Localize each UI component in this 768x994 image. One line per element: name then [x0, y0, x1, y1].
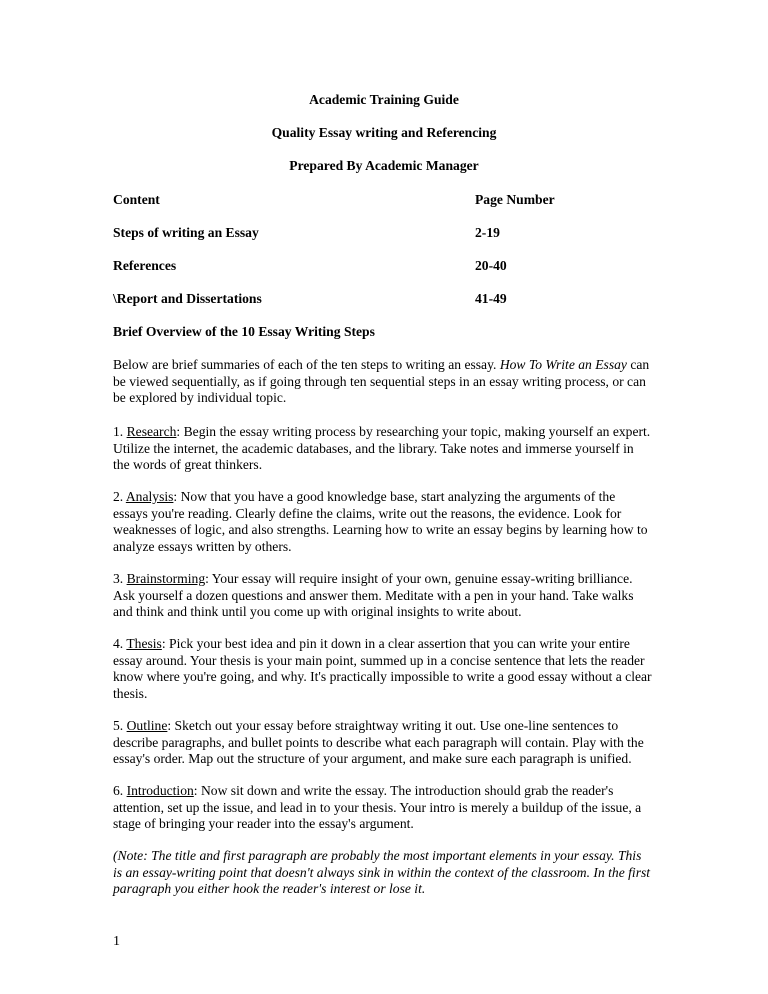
intro-book-title: How To Write an Essay: [499, 357, 627, 372]
step-number: 1.: [113, 424, 127, 439]
step-paragraph: [113, 571, 653, 621]
step-term: Thesis: [126, 636, 162, 651]
step-term: Outline: [126, 718, 168, 733]
toc-row: [113, 291, 673, 309]
step-number: 5.: [113, 718, 127, 733]
step-paragraph: [113, 718, 653, 768]
step-term: Research: [126, 424, 177, 439]
document-author: Prepared By Academic Manager: [289, 158, 479, 173]
intro-text: Below are brief summaries of each of the ten steps to writing an essay.: [113, 357, 500, 372]
toc-row-label: \Report and Dissertations: [113, 291, 262, 306]
toc-row-label: Steps of writing an Essay: [113, 225, 259, 240]
step-number: 6.: [113, 783, 127, 798]
step-number: 3.: [113, 571, 127, 586]
step-text: : Sketch out your essay before straightway writing it out. Use one-line sentences to describe paragraphs, and bullet points to describe what each paragraph will contain. Play with the essay's order. Map out the structure of your argument, and make sure each paragraph is unified.: [113, 718, 644, 767]
note-paragraph: (Note: The title and first paragraph are probably the most important elements in your essay. This is an essay-writing point that doesn't always sink in within the context of the classroom. In the first paragraph you either hook the reader's interest or lose it.: [113, 848, 651, 897]
step-term: Introduction: [126, 783, 194, 798]
overview-heading: Brief Overview of the 10 Essay Writing Steps: [113, 324, 375, 339]
toc-row-label: References: [113, 258, 177, 273]
step-paragraph: [113, 489, 653, 555]
step-text: : Your essay will require insight of your own, genuine essay-writing brilliance. Ask yourself a dozen questions and answer them. Meditate with a pen in your hand. Take walks and think and think until you come up with original insights to write about.: [113, 571, 634, 620]
toc-header-content: Content: [113, 192, 160, 207]
toc-header-page-number: Page Number: [475, 192, 555, 207]
step-paragraph: [113, 636, 653, 702]
step-text: : Pick your best idea and pin it down in a clear assertion that you can write your entire essay around. Your thesis is your main point, summed up in a concise sentence that lets the reader know where you're going, and why. It's practically impossible to write a good essay without a clear thesis.: [113, 636, 652, 701]
document-title: Academic Training Guide: [309, 92, 459, 107]
step-number: 4.: [113, 636, 127, 651]
step-paragraph: [113, 424, 653, 474]
step-term: Analysis: [125, 489, 174, 504]
document-subtitle: Quality Essay writing and Referencing: [271, 125, 497, 140]
step-term: Brainstorming: [126, 571, 206, 586]
step-text: : Now sit down and write the essay. The introduction should grab the reader's attention, set up the issue, and lead in to your thesis. Your intro is merely a buildup of the issue, a stage of bringing your reader into the essay's argument.: [113, 783, 642, 832]
toc-row: [113, 258, 673, 276]
toc-row: [113, 225, 673, 243]
intro-paragraph: [113, 357, 653, 407]
step-paragraph: [113, 783, 653, 833]
step-text: : Now that you have a good knowledge base, start analyzing the arguments of the essays you're reading. Clearly define the claims, write out the reasons, the evidence. Look for weaknesses of logic, and also strengths. Learning how to write an essay begins by learning how to analyze essays written by others.: [113, 489, 648, 554]
toc-row-pages: 20-40: [475, 258, 507, 273]
toc-row-pages: 2-19: [475, 225, 500, 240]
page-number: 1: [113, 934, 120, 949]
step-text: : Begin the essay writing process by researching your topic, making yourself an expert. Utilize the internet, the academic databases, and the library. Take notes and immerse yourself in the words of great thinkers.: [113, 424, 651, 473]
step-number: 2.: [113, 489, 126, 504]
toc-row-pages: 41-49: [475, 291, 507, 306]
intro-text-rest: can be viewed sequentially, as if going through ten sequential steps in an essay writing process, or can be explored by individual topic.: [113, 357, 650, 406]
toc-header-row: [113, 192, 673, 210]
